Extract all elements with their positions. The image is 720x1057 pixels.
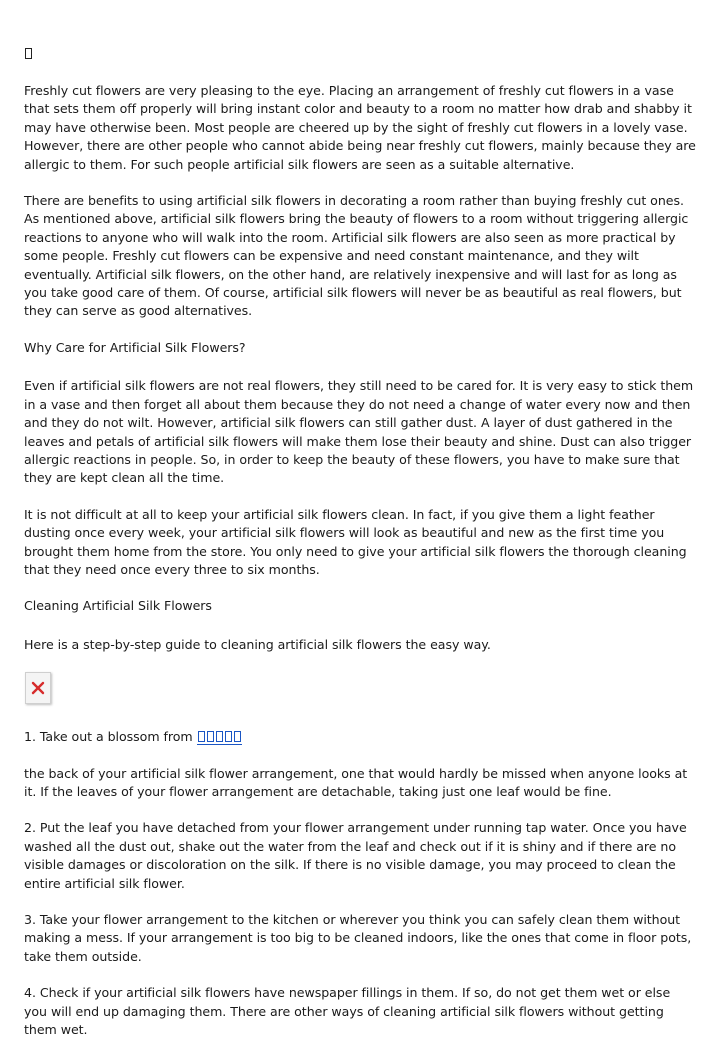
broken-image-icon bbox=[25, 672, 51, 704]
document-body bbox=[24, 44, 696, 1057]
heading-why-care: Why Care for Artificial Silk Flowers? bbox=[24, 339, 246, 355]
step-1-text: 1. Take out a blossom from bbox=[24, 729, 197, 745]
paragraph-cleaning-frequency: It is not difficult at all to keep your artificial silk flowers clean. In fact, if you give them a light feather dusting once every week, your artificial silk flowers will look as beautiful and new as the first time you brought them home from the store. You only need to give your artificial silk flowers the thorough cleaning that they need once every three to six months. bbox=[24, 506, 687, 577]
missing-glyph-link[interactable] bbox=[197, 731, 242, 745]
paragraph-intro: Freshly cut flowers are very pleasing to the eye. Placing an arrangement of freshly cut flowers in a vase that sets them off properly will bring instant color and beauty to a room no matter how drab and shabby it may have otherwise been. Most people are cheered up by the sight of freshly cut flowers in a lovely vase. However, there are other people who cannot abide being near freshly cut flowers, mainly because they are allergic to them. For such people artificial silk flowers are seen as a suitable alternative. bbox=[24, 83, 696, 172]
heading-cleaning: Cleaning Artificial Silk Flowers bbox=[24, 598, 212, 614]
missing-glyph-icon bbox=[24, 44, 696, 60]
paragraph-step-4: 4. Check if your artificial silk flowers have newspaper fillings in them. If so, do not get them wet or else you will end up damaging them. There are other ways of cleaning artificial silk flowers without getting them wet. bbox=[24, 985, 671, 1038]
paragraph-step-3: 3. Take your flower arrangement to the kitchen or wherever you think you can safely clean them without making a mess. If your arrangement is too big to be cleaned indoors, like the ones that come in floor pots, take them outside. bbox=[24, 912, 692, 964]
paragraph-benefits: There are benefits to using artificial silk flowers in decorating a room rather than buying freshly cut ones. As mentioned above, artificial silk flowers bring the beauty of flowers to a room without triggering allergic reactions to anyone who will walk into the room. Artificial silk flowers are also seen as more practical by some people. Freshly cut flowers can be expensive and need constant maintenance, and they wilt eventually. Artificial silk flowers, on the other hand, are relatively inexpensive and will last for as long as you take good care of them. Of course, artificial silk flowers will never be as beautiful as real flowers, but they can serve as good alternatives. bbox=[24, 193, 689, 319]
paragraph-guide-intro: Here is a step-by-step guide to cleaning artificial silk flowers the easy way. bbox=[24, 636, 491, 652]
paragraph-step-1-continued: the back of your artificial silk flower arrangement, one that would hardly be missed when anyone looks at it. If the leaves of your flower arrangement are detachable, taking just one leaf would be fine. bbox=[24, 765, 688, 799]
paragraph-step-2: 2. Put the leaf you have detached from your flower arrangement under running tap water. Once you have washed all the dust out, shake out the water from the leaf and check out if it is shiny and if there are no visible damages or discoloration on the silk. If there is no visible damage, you may proceed to clean the entire artificial silk flower. bbox=[24, 820, 687, 891]
step-1-lead bbox=[24, 728, 696, 746]
paragraph-dust: Even if artificial silk flowers are not real flowers, they still need to be cared for. It is very easy to stick them in a vase and then forget all about them because they do not need a change of water every now and then and they do not wilt. However, artificial silk flowers can still gather dust. A layer of dust gathered in the leaves and petals of artificial silk flowers will make them lose their beauty and shine. Dust can also trigger allergic reactions in people. So, in order to keep the beauty of these flowers, you have to make sure that they are kept clean all the time. bbox=[24, 378, 694, 486]
